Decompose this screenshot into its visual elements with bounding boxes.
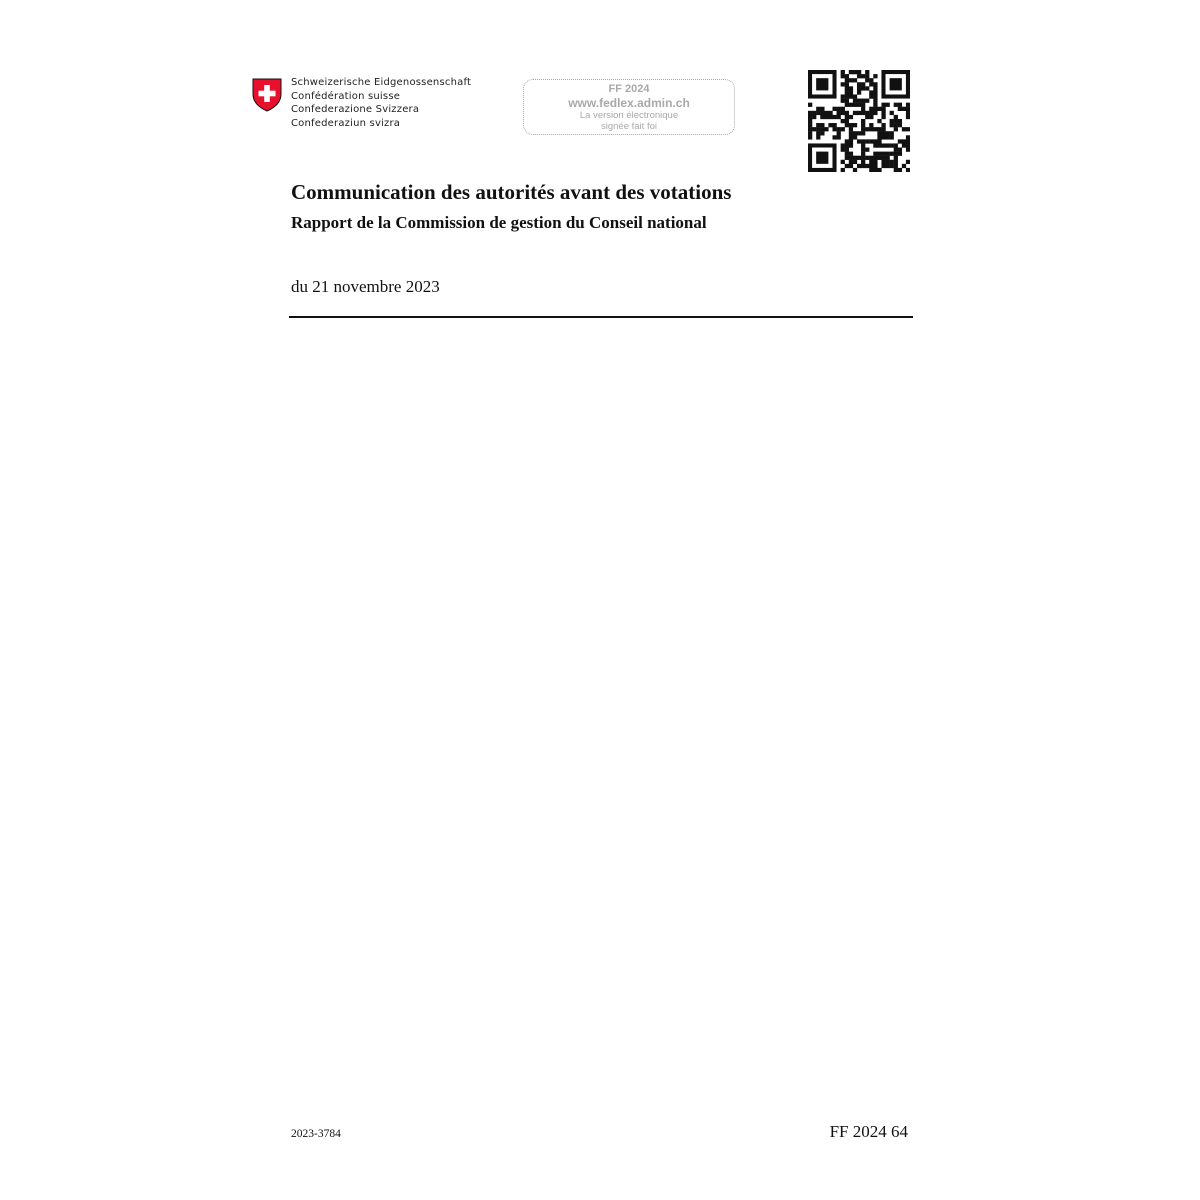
stamp-note-line1: La version électronique (579, 110, 679, 121)
stamp-ff-year: FF 2024 (608, 83, 650, 95)
document-number: 2023-3784 (291, 1128, 341, 1140)
confederation-name-de: Schweizerische Eidgenossenschaft (291, 77, 472, 88)
confederation-name-rm: Confederaziun svizra (291, 117, 401, 129)
stamp-note-line2: signée fait foi (601, 121, 657, 132)
confederation-names (291, 76, 471, 130)
qr-code-icon (808, 70, 910, 172)
stamp-url: www.fedlex.admin.ch (568, 96, 690, 110)
signature-stamp (523, 79, 735, 135)
document-title: Communication des autorités avant des votations (291, 180, 732, 204)
title-divider (289, 316, 913, 318)
confederation-name-it: Confederazione Svizzera (291, 104, 420, 115)
swiss-cross-shield-icon (252, 78, 282, 112)
document-date: du 21 novembre 2023 (291, 277, 440, 296)
confederation-logo (252, 76, 471, 130)
ff-reference: FF 2024 64 (829, 1122, 908, 1141)
document-subtitle: Rapport de la Commission de gestion du Conseil national (291, 213, 707, 232)
confederation-name-fr: Confédération suisse (291, 90, 401, 102)
